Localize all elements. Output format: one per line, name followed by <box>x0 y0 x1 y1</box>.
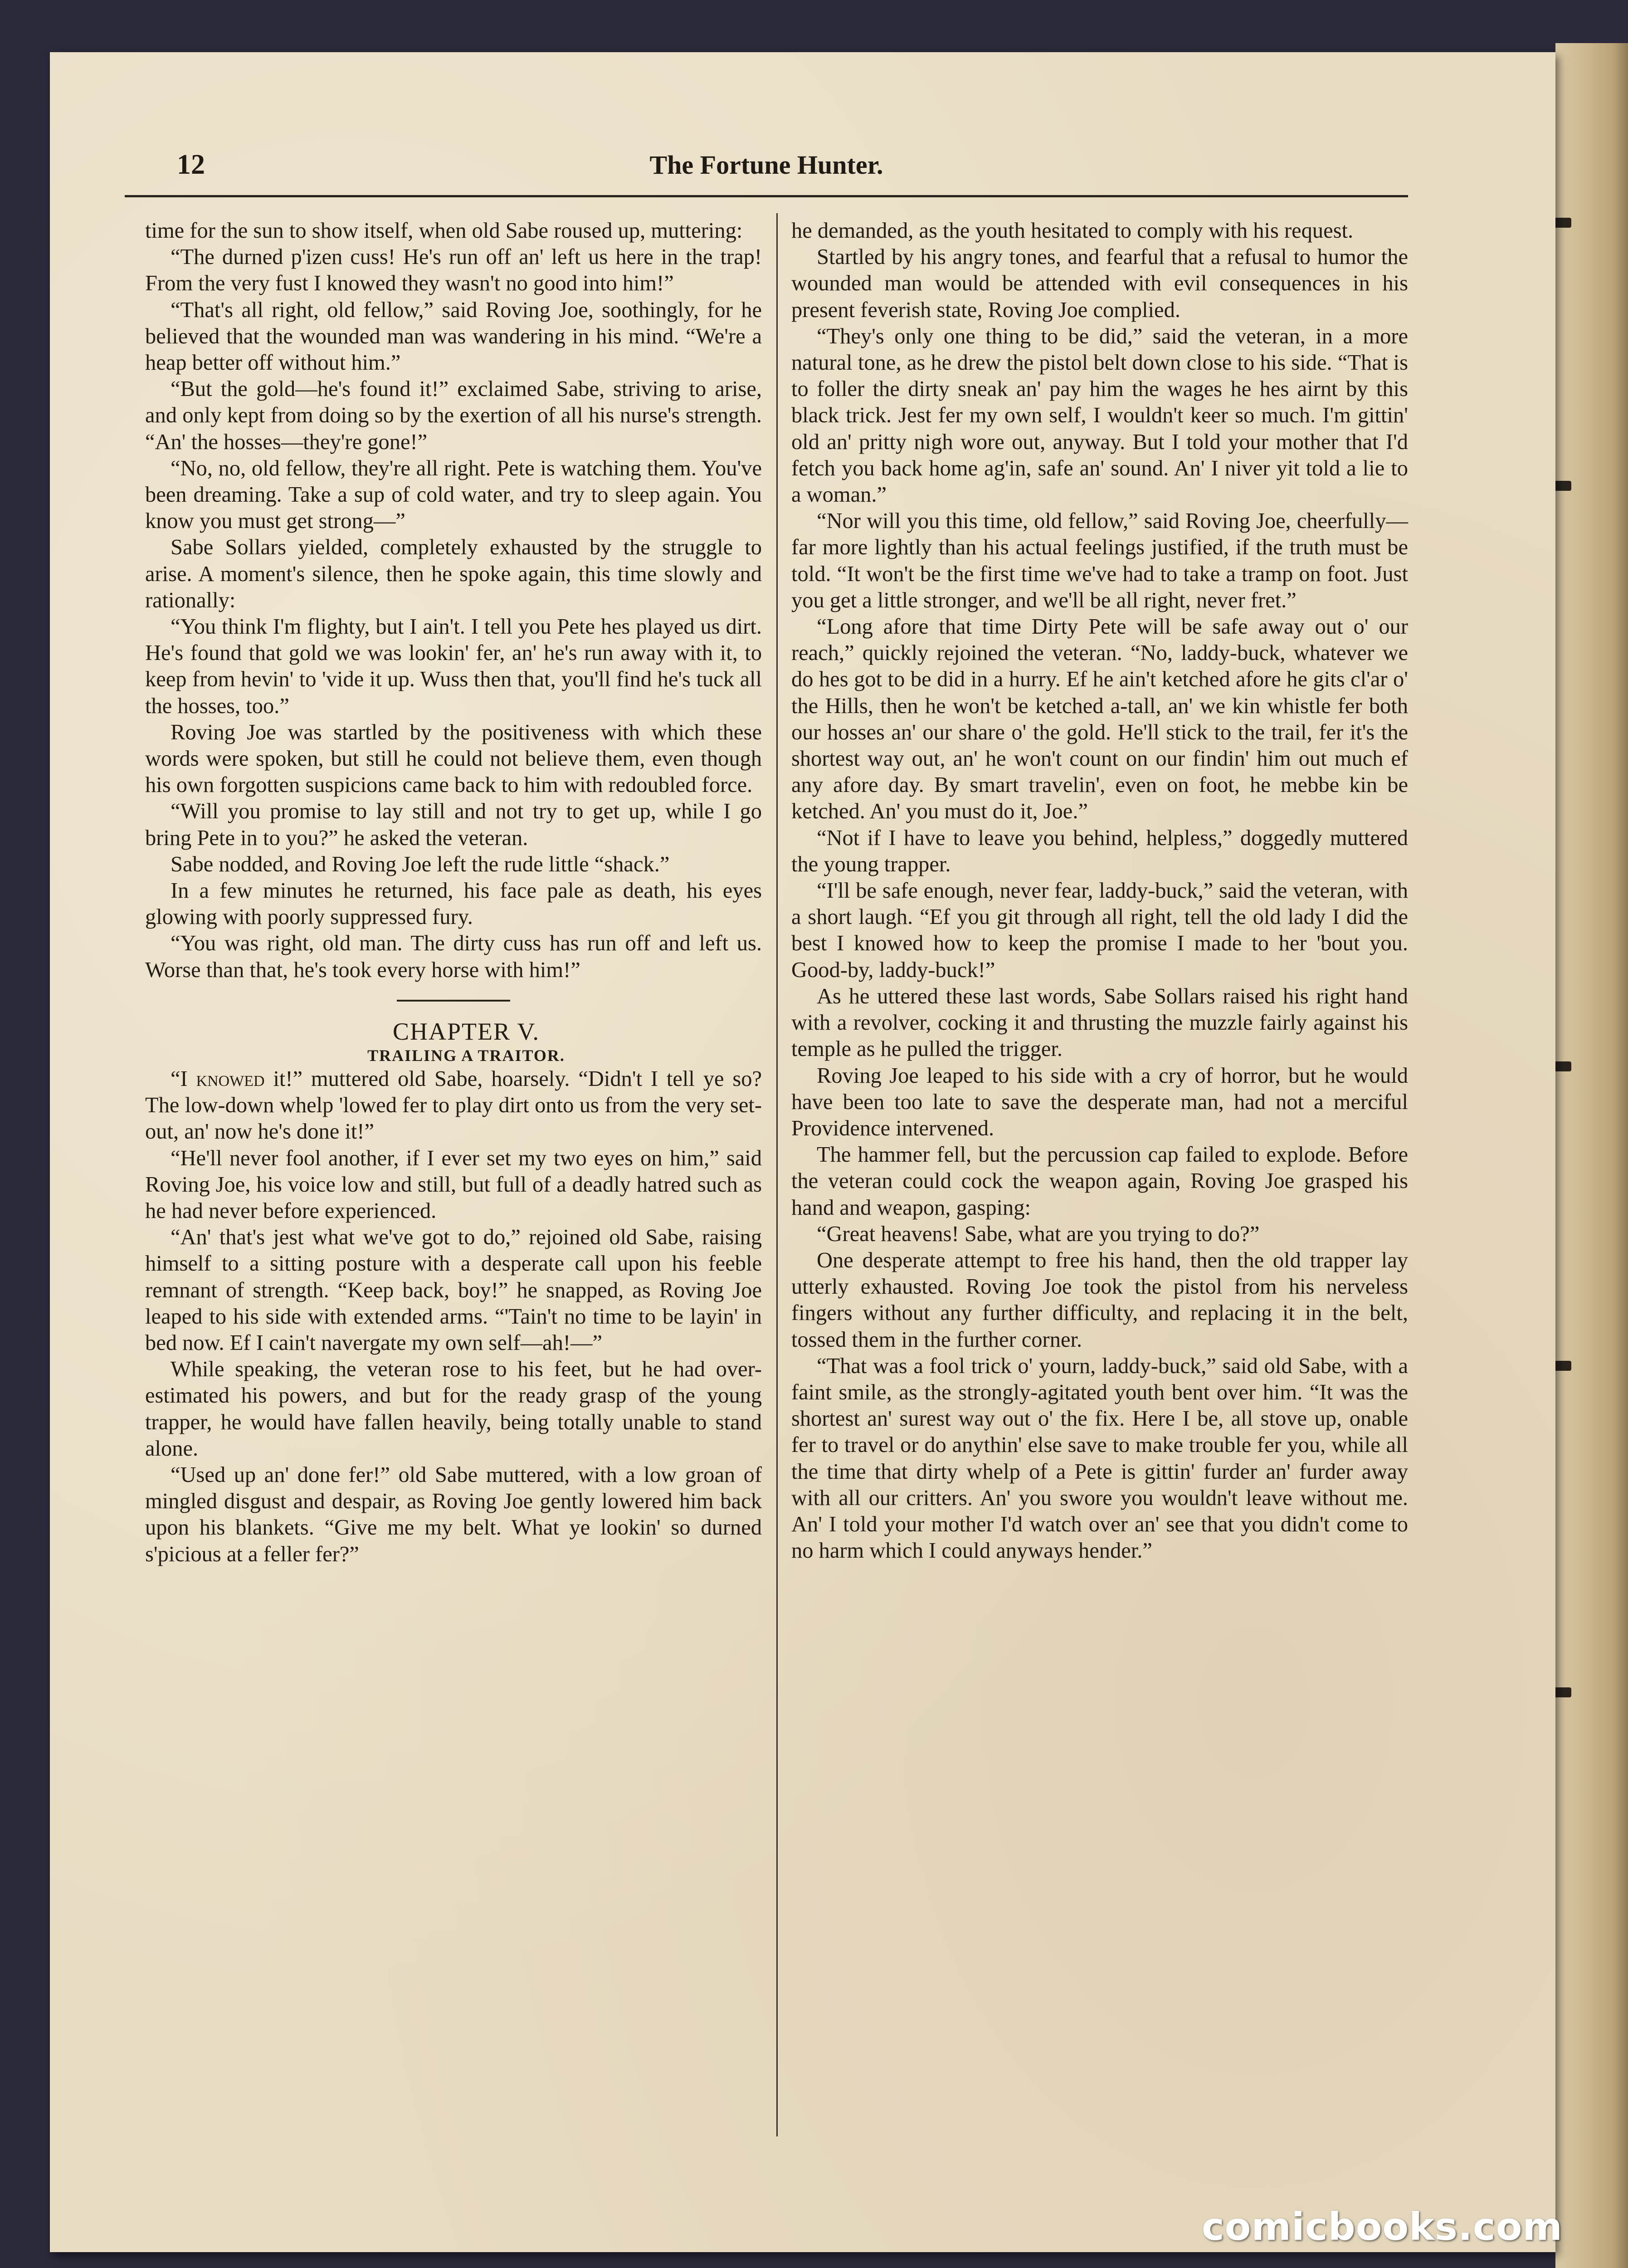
paragraph: “Will you promise to lay still and not try to get up, while I go bring Pete in to you?” he asked the veteran. <box>145 799 762 850</box>
binding-spine <box>1555 43 1628 2268</box>
staple-3 <box>1553 1061 1571 1071</box>
chapter-rule <box>397 1000 510 1002</box>
paragraph: The hammer fell, but the percussion cap failed to explode. Before the veteran could cock the weapon again, Roving Joe grasped his hand and weapon, gasping: <box>791 1143 1408 1220</box>
paragraph: “Long afore that time Dirty Pete will be safe away out o' our reach,” quickly rejoined the veteran. “No, laddy-buck, whatever we do hes got to be did in a hurry. Ef he ain't ketched afore he gits cl'ar o' the Hills, then he won't be ketched a-tall, an' we kin whistle fer both our hosses an' our share o' the gold. He'll stick to the trail, fer it's the shortest way out, an' he won't count on our findin' him out much ef any afore day. By smart travelin', even on foot, he mebbe kin be ketched. An' you must do it, Joe.” <box>791 615 1408 824</box>
paragraph: Sabe Sollars yielded, completely exhausted by the struggle to arise. A moment's silence, then he spoke again, this time slowly and rationally: <box>145 535 762 612</box>
paragraph: “That's all right, old fellow,” said Roving Joe, soothingly, for he believed that the wounded man was wandering in his mind. “We're a heap better off without him.” <box>145 298 762 375</box>
paragraph: he demanded, as the youth hesitated to comply with his request. <box>791 219 1354 243</box>
paragraph: “No, no, old fellow, they're all right. Pete is watching them. You've been dreaming. Take a sup of cold water, and try to sleep again. You know you must get strong—” <box>145 456 762 533</box>
chapter-title: CHAPTER V. <box>392 1017 540 1045</box>
paragraph: Sabe nodded, and Roving Joe left the rude little “shack.” <box>171 852 670 876</box>
paragraph: One desperate attempt to free his hand, then the old trapper lay utterly exhausted. Roving Joe took the pistol from his nerveless fingers without any further difficulty, and replacing it in the belt, tossed them in the further corner. <box>791 1248 1408 1352</box>
paragraph: In a few minutes he returned, his face pale as death, his eyes glowing with poorly suppressed fury. <box>145 879 762 929</box>
paragraph: “But the gold—he's found it!” exclaimed Sabe, striving to arise, and only kept from doing so by the exertion of all his nurse's strength. “An' the hosses—they're gone!” <box>145 377 762 454</box>
staple-2 <box>1553 481 1571 491</box>
chapter-opening-word: “I knowed <box>171 1066 265 1091</box>
column-divider <box>776 213 778 2136</box>
paragraph: “The durned p'izen cuss! He's run off an' left us here in the trap! From the very fust I knowed they wasn't no good into him!” <box>145 245 762 296</box>
staple-1 <box>1553 218 1571 228</box>
left-paragraphs-before-chapter <box>145 218 762 983</box>
paragraph: Roving Joe was startled by the positiveness with which these words were spoken, but still he could not believe them, even though his own forgotten suspicions came back to him with redoubled force. <box>145 720 762 797</box>
paragraph: “Great heavens! Sabe, what are you trying to do?” <box>817 1222 1260 1246</box>
paragraph: Startled by his angry tones, and fearful that a refusal to humor the wounded man would be attended with evil consequences in his present feverish state, Roving Joe complied. <box>791 245 1408 322</box>
paragraph: While speaking, the veteran rose to his feet, but he had over-estimated his powers, and but for the ready grasp of the young trapper, he would have fallen heavily, being totally unable to stand alone. <box>145 1357 762 1461</box>
paragraph: “You was right, old man. The dirty cuss has run off and left us. Worse than that, he's took every horse with him!” <box>145 931 762 982</box>
paragraph: “He'll never fool another, if I ever set my two eyes on him,” said Roving Joe, his voice low and still, but full of a deadly hatred such as he had never before experienced. <box>145 1146 762 1223</box>
text-column-right <box>791 218 1408 2136</box>
chapter-opening-paragraph <box>145 1066 762 1145</box>
chapter-subtitle: TRAILING A TRAITOR. <box>367 1046 565 1065</box>
paragraph: “An' that's jest what we've got to do,” rejoined old Sabe, raising himself to a sitting posture with a desperate call upon his feeble remnant of strength. “Keep back, boy!” he snapped, as Roving Joe leaped to his side with extended arms. “'Tain't no time to be layin' in bed now. Ef I cain't navergate my own self—ah!—” <box>145 1225 762 1355</box>
running-title: The Fortune Hunter. <box>649 150 883 180</box>
paragraph: As he uttered these last words, Sabe Sollars raised his right hand with a revolver, cocking it and thrusting the muzzle fairly against his temple as he pulled the trigger. <box>791 984 1408 1061</box>
chapter-opening-rest: it!” muttered old Sabe, hoarsely. “Didn't I tell ye so? The low-down whelp 'lowed fer to play dirt onto us from the very set-out, an' now he's done it!” <box>145 1066 762 1144</box>
staple-5 <box>1553 1687 1571 1697</box>
paragraph: Roving Joe leaped to his side with a cry of horror, but he would have been too late to save the desperate man, had not a merciful Providence intervened. <box>791 1063 1408 1140</box>
paragraph: “That was a fool trick o' yourn, laddy-buck,” said old Sabe, with a faint smile, as the strongly-agitated youth bent over him. “It was the shortest an' surest way out o' the fix. Here I be, all stove up, onable fer to travel or do anythin' else save to make trouble fer you, while all the time that dirty whelp of a Pete is gittin' furder an' furder away with all our critters. An' you swore you wouldn't leave without me. An' I told your mother I'd watch over an' see that you didn't come to no harm which I could anyways hender.” <box>791 1354 1408 1563</box>
paragraph: “You think I'm flighty, but I ain't. I tell you Pete hes played us dirt. He's found that gold we was lookin' fer, an' he's run away with it, to keep from hevin' to 'vide it up. Wuss then that, you'll find he's tuck all the hosses, too.” <box>145 615 762 718</box>
text-column-left <box>145 218 762 2136</box>
paragraph: “I'll be safe enough, never fear, laddy-buck,” said the veteran, with a short laugh. “Ef you git through all right, tell the old lady I did the best I knowed how to keep the promise I made to her 'bout you. Good-by, laddy-buck!” <box>791 879 1408 982</box>
paragraph: “Not if I have to leave you behind, helpless,” doggedly muttered the young trapper. <box>791 826 1408 876</box>
watermark: comicbooks.com <box>1202 2204 1563 2249</box>
paragraph: “Used up an' done fer!” old Sabe muttered, with a low groan of mingled disgust and despair, as Roving Joe gently lowered him back upon his blankets. “Give me my belt. What ye lookin' so durned s'picious at a feller fer?” <box>145 1462 762 1566</box>
staple-4 <box>1553 1361 1571 1371</box>
left-paragraphs-after-chapter <box>145 1145 762 1568</box>
paragraph: “They's only one thing to be did,” said the veteran, in a more natural tone, as he drew the pistol belt down close to his side. “That is to foller the dirty sneak an' pay him the wages he hes airnt by this black trick. Jest fer my own self, I wouldn't keer so much. I'm gittin' old an' pritty nigh wore out, anyway. But I told your mother that I'd fetch you back home ag'in, safe an' sound. An' I niver yit told a lie to a woman.” <box>791 324 1408 507</box>
page-number: 12 <box>177 149 205 180</box>
right-paragraphs <box>791 218 1408 1564</box>
paragraph: time for the sun to show itself, when old Sabe roused up, muttering: <box>145 219 743 243</box>
paragraph: “Nor will you this time, old fellow,” said Roving Joe, cheerfully—far more lightly than his actual feelings justified, if the truth must be told. “It won't be the first time we've had to take a tramp on foot. Just you get a little stronger, and we'll be all right, never fret.” <box>791 509 1408 612</box>
page-header <box>125 136 1408 197</box>
